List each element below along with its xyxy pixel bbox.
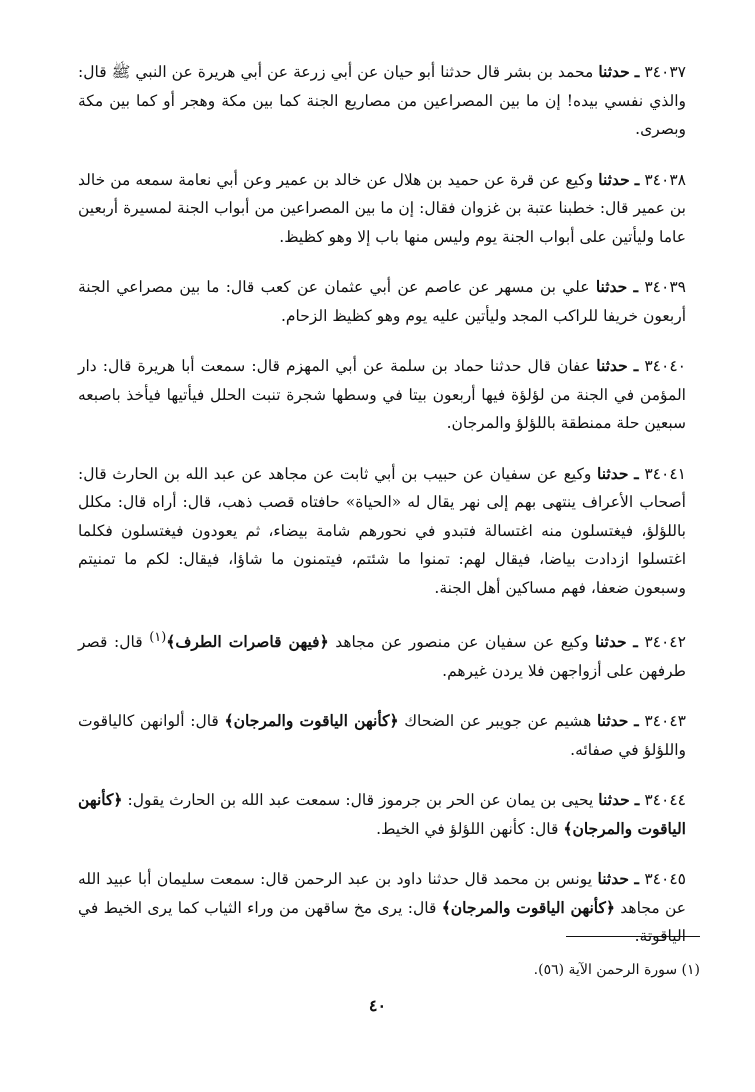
entry-text: يونس بن محمد قال حدثنا داود بن عبد الرحمن قال: سمعت سليمان أبا عبيد الله عن مجاهد — [78, 870, 687, 917]
page-body — [78, 58, 686, 973]
hadith-entry — [78, 624, 686, 685]
entry-lead: حدثنا — [596, 356, 628, 375]
entry-dash: ـ — [633, 632, 638, 652]
entry-dash: ـ — [634, 169, 640, 189]
entry-text: يحيى بن يمان عن الحر بن جرموز قال: سمعت عبد الله بن الحارث يقول: — [127, 791, 594, 810]
quran-verse: ﴿فيهن قاصرات الطرف﴾ — [166, 632, 329, 652]
entry-text: محمد بن بشر قال حدثنا أبو حيان عن أبي زرعة عن أبي هريرة عن النبي ﷺ قال: والذي نفسي بيده! إن ما بين المصراعين من مصاريع الجنة كما بين مكة وهجر أو كما بين مكة وبصرى. — [78, 63, 686, 138]
quran-verse: ﴿كأنهن الياقوت والمرجان﴾ — [224, 711, 399, 731]
hadith-entry — [78, 707, 686, 764]
entry-text: قال: كأنهن اللؤلؤ في الخيط. — [376, 819, 559, 838]
entry-dash: ـ — [634, 62, 640, 81]
footnote-marker[interactable]: (١) — [149, 630, 167, 645]
hadith-entry — [78, 166, 686, 252]
entry-dash: ـ — [634, 869, 639, 889]
hadith-entry — [78, 865, 686, 951]
entry-number: ٣٤٠٣٨ — [644, 170, 686, 189]
entry-text: وكيع عن سفيان عن منصور عن مجاهد — [335, 633, 589, 652]
entry-text: قال: قصر طرفهن على أزواجهن فلا يردن غيرهم. — [78, 633, 686, 680]
entry-lead: حدثنا — [597, 463, 629, 483]
entry-number: ٣٤٠٣٧ — [644, 63, 686, 81]
entry-lead: حدثنا — [598, 62, 630, 81]
entry-dash: ـ — [633, 277, 639, 296]
entry-dash: ـ — [634, 790, 640, 810]
entry-number: ٣٤٠٤٢ — [644, 633, 686, 652]
entry-lead: حدثنا — [598, 790, 630, 810]
hadith-entry — [78, 786, 686, 843]
entry-lead: حدثنا — [598, 169, 630, 189]
hadith-entry — [78, 352, 686, 438]
entry-lead: حدثنا — [595, 277, 628, 296]
entry-number: ٣٤٠٤٣ — [644, 712, 686, 731]
entry-text: وكيع عن سفيان عن حبيب بن أبي ثابت عن مجاهد عن عبد الله بن الحارث قال: أصحاب الأعراف ينتهى بهم إلى نهر يقال له «الحياة» حافتاه قصب ذهب، قال: أراه قال: مكلل باللؤلؤ، فيغتسلون منه اغتسالة فتبدو في نحورهم شامة بيضاء، ثم يعودون فيغتسلون فكلما اغتسلوا ازدادت بياضا، فيقال لهم: تمنوا ما شئتم، فيتمنون ما شاؤا، فيقال: لكم ما تمنيتم وسبعون ضعفا، فهم مساكين أهل الجنة. — [78, 464, 686, 597]
quran-verse: ﴿كأنهن الياقوت والمرجان﴾ — [78, 790, 686, 838]
entry-text: قال: ألوانهن كالياقوت واللؤلؤ في صفائه. — [78, 712, 686, 759]
entry-dash: ـ — [633, 356, 639, 375]
hadith-entry — [78, 58, 686, 144]
entry-number: ٣٤٠٤١ — [644, 464, 686, 483]
entry-text: قال: يرى مخ ساقهن من وراء الثياب كما يرى الخيط في الياقوتة. — [78, 898, 686, 946]
entry-number: ٣٤٠٣٩ — [644, 278, 686, 296]
entry-dash: ـ — [634, 463, 639, 483]
entry-text: علي بن مسهر عن عاصم عن أبي عثمان عن كعب قال: ما بين مصراعي الجنة أربعون خريفا للراكب المجد وليأتين عليه يوم وهو كظيظ الزحام. — [78, 278, 686, 325]
footnote: (١) سورة الرحمن الآية (٥٦). — [533, 962, 700, 978]
hadith-entry — [78, 460, 686, 603]
entry-dash: ـ — [634, 711, 639, 731]
footnote-divider — [566, 936, 700, 937]
entry-text: هشيم عن جويبر عن الضحاك — [404, 712, 592, 731]
entry-number: ٣٤٠٤٤ — [644, 791, 686, 810]
quran-verse: ﴿كأنهن الياقوت والمرجان﴾ — [441, 897, 615, 917]
page-number: ٤٠ — [368, 996, 387, 1015]
entry-text: عفان قال حدثنا حماد بن سلمة عن أبي المهزم قال: سمعت أبا هريرة قال: دار المؤمن في الجنة من لؤلؤة فيها أربعون بيتا في وسطها شجرة تنبت الحلل فيأتيها فيأخذ باصبعه سبعين حلة ممنطقة باللؤلؤ والمرجان. — [78, 357, 686, 432]
entry-number: ٣٤٠٤٠ — [644, 357, 686, 375]
entry-lead: حدثنا — [595, 632, 627, 652]
hadith-entry — [78, 273, 686, 330]
entry-number: ٣٤٠٤٥ — [644, 870, 686, 889]
entry-lead: حدثنا — [596, 711, 629, 731]
entry-text: وكيع عن قرة عن حميد بن هلال عن خالد بن عمير وعن أبي نعامة سمعه من خالد بن عمير قال: خطبنا عتبة بن غزوان فقال: إن ما بين المصراعين من أبواب الجنة لمسيرة أربعين عاما وليأتين على أبواب الجنة يوم وليس منها باب إلا وهو كظيظ. — [78, 170, 686, 246]
entry-lead: حدثنا — [597, 869, 629, 889]
